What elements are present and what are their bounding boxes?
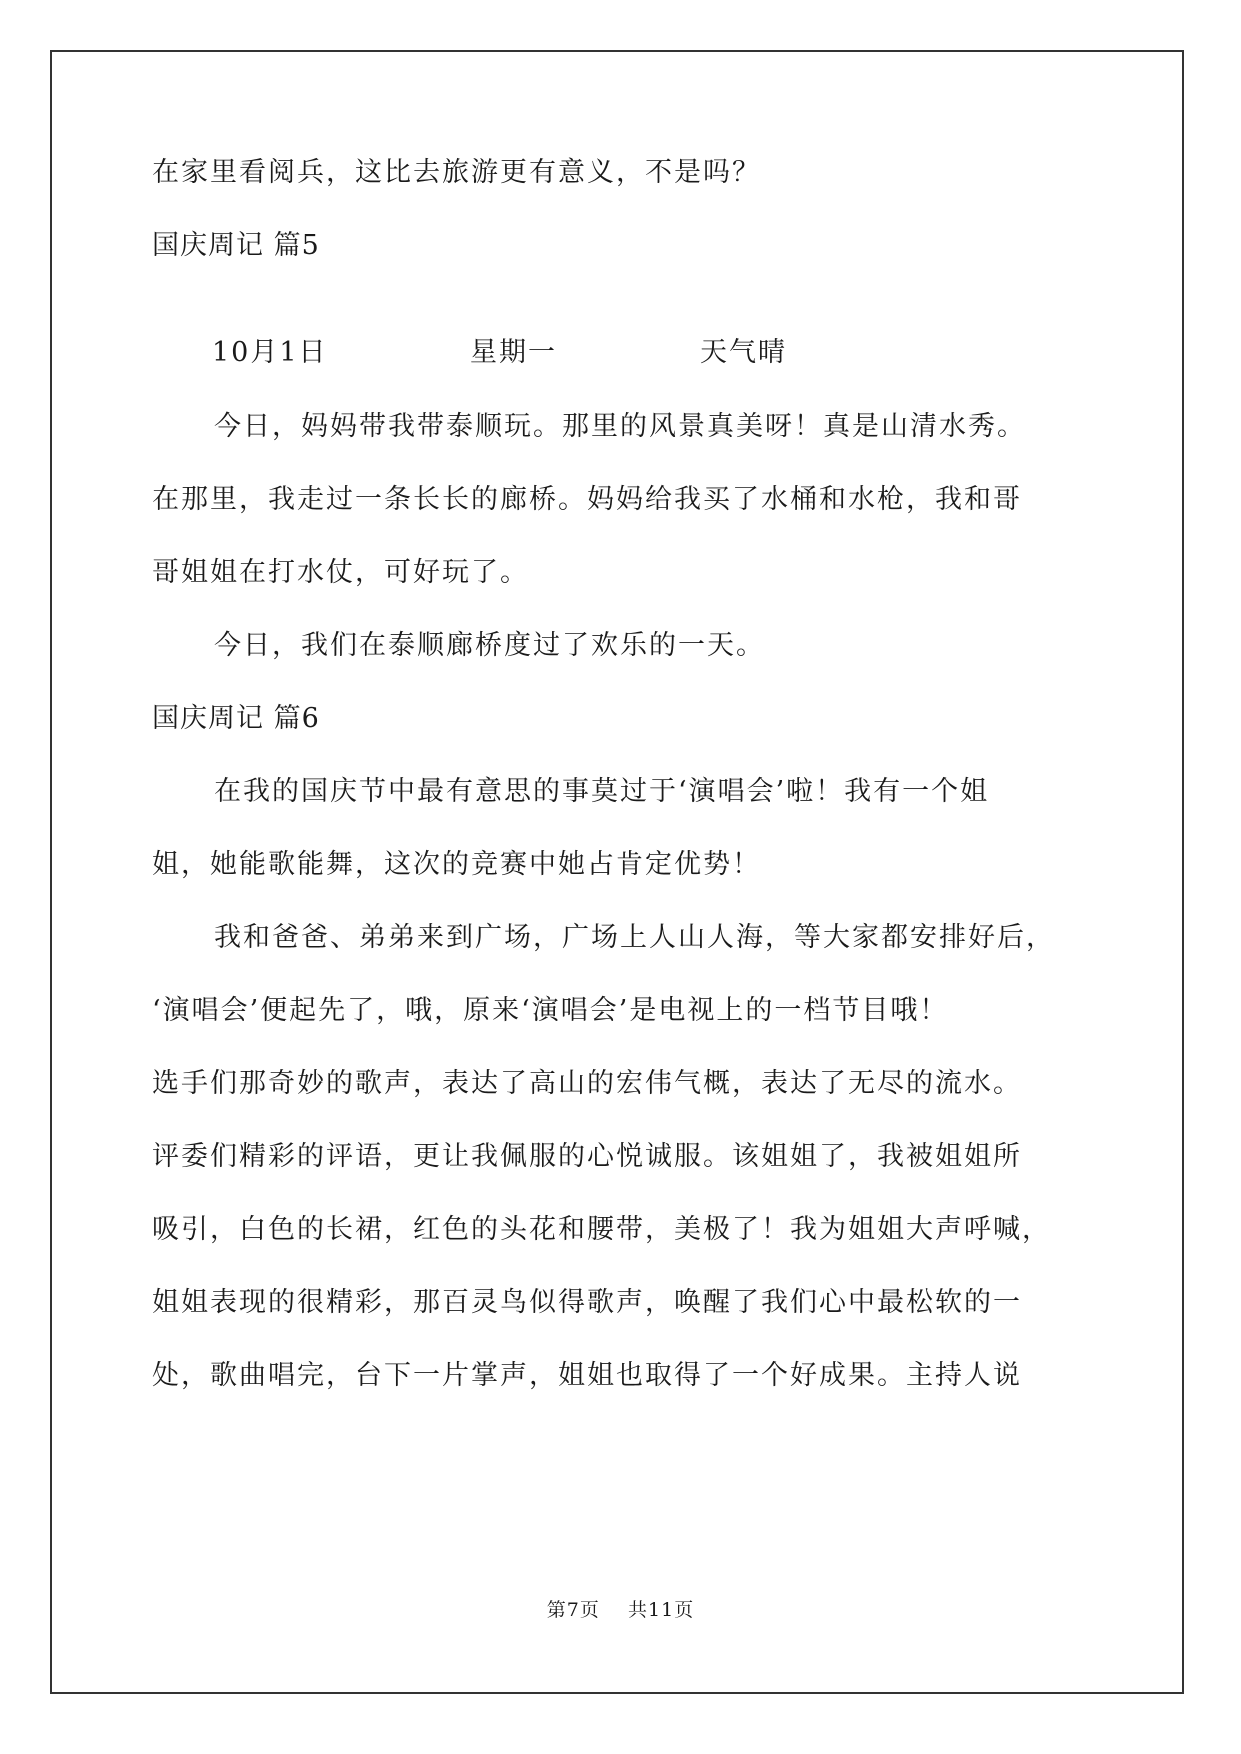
diary-date-row [0, 336, 1241, 370]
text-line: ‘演唱会’便起先了，哦，原来‘演唱会’是电视上的一档节目哦！ [152, 995, 949, 1026]
diary-weather: 天气晴 [700, 337, 787, 368]
text-line: 吸引，白色的长裙，红色的头花和腰带，美极了！我为姐姐大声呼喊， [152, 1214, 1051, 1245]
page-number: 第7页 [546, 1599, 600, 1621]
diary-weekday: 星期一 [470, 337, 557, 368]
text-line: 选手们那奇妙的歌声，表达了高山的宏伟气概，表达了无尽的流水。 [152, 1068, 1022, 1099]
text-line: 在那里，我走过一条长长的廊桥。妈妈给我买了水桶和水枪，我和哥 [152, 484, 1022, 515]
paragraph-line: 我和爸爸、弟弟来到广场，广场上人山人海，等大家都安排好后， [214, 922, 1055, 953]
section-heading: 国庆周记 篇5 [152, 230, 320, 261]
text-line: 姐姐表现的很精彩，那百灵鸟似得歌声，唤醒了我们心中最松软的一 [152, 1287, 1022, 1318]
text-line: 姐，她能歌能舞，这次的竞赛中她占肯定优势！ [152, 849, 761, 880]
text-line: 评委们精彩的评语，更让我佩服的心悦诚服。该姐姐了，我被姐姐所 [152, 1141, 1022, 1172]
paragraph-line: 今日，妈妈带我带泰顺玩。那里的风景真美呀！真是山清水秀。 [214, 411, 1026, 442]
page-total: 共11页 [628, 1599, 695, 1621]
section-heading: 国庆周记 篇6 [152, 703, 320, 734]
paragraph-line: 在我的国庆节中最有意思的事莫过于‘演唱会’啦！我有一个姐 [214, 776, 990, 807]
paragraph-line: 今日，我们在泰顺廊桥度过了欢乐的一天。 [214, 630, 765, 661]
text-line: 处，歌曲唱完，台下一片掌声，姐姐也取得了一个好成果。主持人说 [152, 1360, 1022, 1391]
text-line: 在家里看阅兵，这比去旅游更有意义，不是吗？ [152, 157, 761, 188]
text-line: 哥姐姐在打水仗，可好玩了。 [152, 557, 529, 588]
page-footer [0, 1598, 1241, 1622]
diary-date: 10月1日 [212, 337, 328, 368]
